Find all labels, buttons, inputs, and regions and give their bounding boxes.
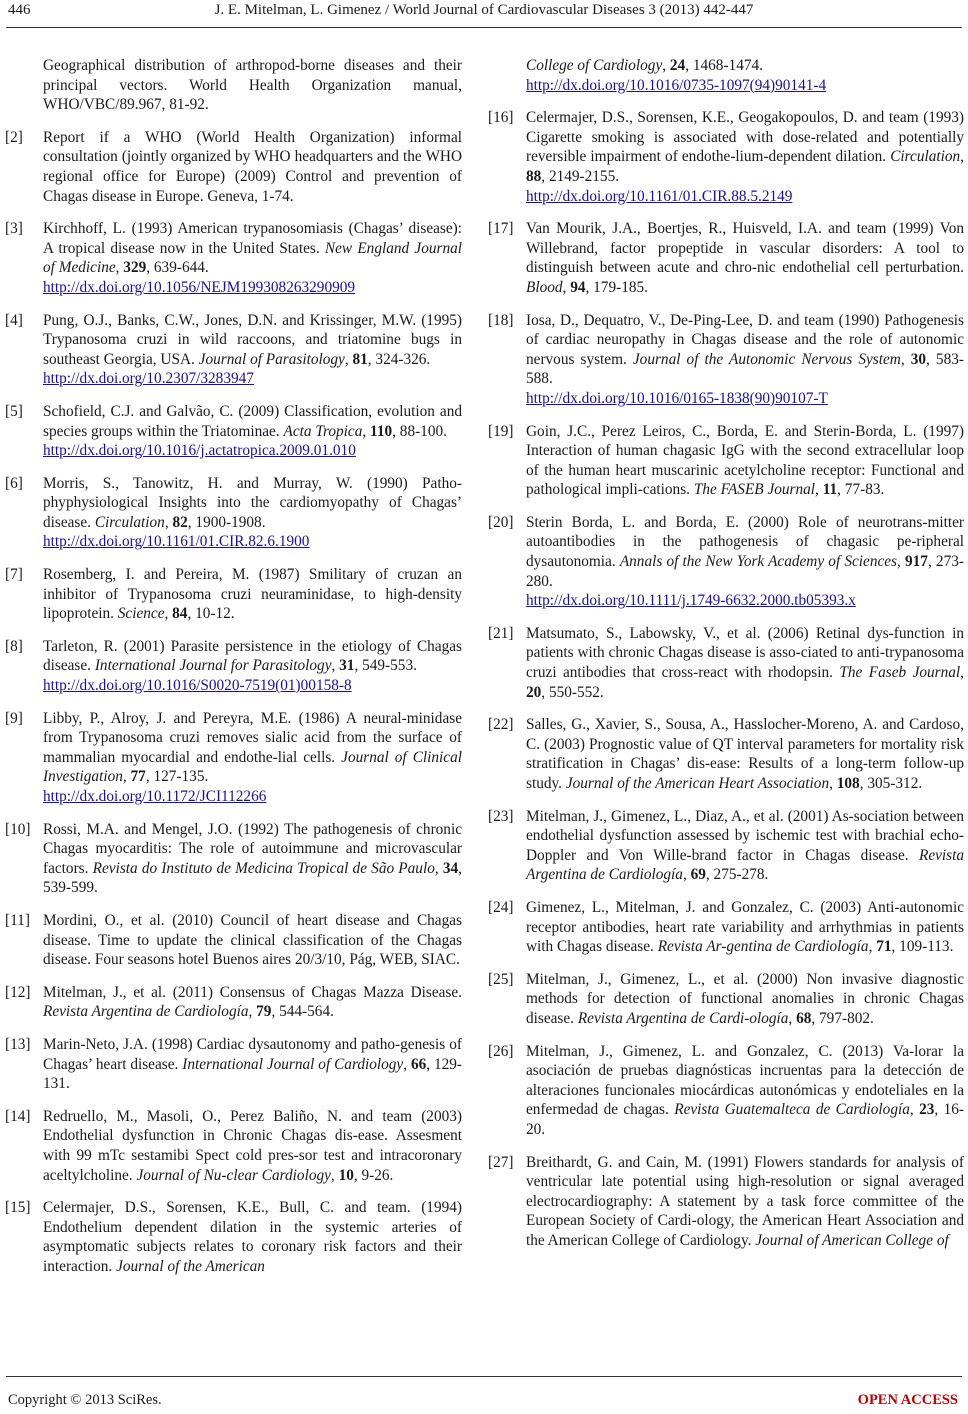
reference-pages: , 550-552. [541,683,604,701]
reference-pages: , 549-553. [354,657,417,675]
reference-journal: Journal of the American [116,1257,265,1275]
reference-journal: Journal of Nu-clear Cardiology [136,1166,331,1184]
reference-journal: Journal of Parasitology [198,350,345,368]
reference-separator: , [960,148,964,166]
reference-number: [6] [5,474,23,492]
reference-pages: , 539-599. [43,859,462,897]
reference-number: [12] [5,983,31,1001]
reference-number: [9] [5,709,23,727]
reference-text: Salles, G., Xavier, S., Sousa, A., Hasslocher-Moreno, A. and Cardoso, C. (2003) Prognostic value of QT interval parameters for mortality risk stratification in Chagas’ dis-ease: Results of a long-term follow-up study. [526,716,964,792]
reference-text: Mordini, O., et al. (2010) Council of heart disease and Chagas disease. Time to update the clinical classification of the Chagas disease. Four seasons hotel Buenos aires 20/3/10, Pág, WEB, SIAC. [43,911,462,969]
reference-journal: Blood [526,278,563,296]
reference-item [5,474,462,552]
reference-doi-link[interactable]: http://dx.doi.org/10.1161/01.CIR.82.6.1900 [43,533,310,551]
reference-pages: , 129-131. [43,1055,462,1093]
reference-text: Breithardt, G. and Cain, M. (1991) Flowers standards for analysis of ventricular late potential using high-resolution or signal averaged electrocardiography: A statement by a task force committee of the European Society of Cardi-ology, the American Heart Association and the American College of Cardiology. [526,1153,964,1249]
reference-volume: 88 [526,167,542,185]
reference-doi-link[interactable]: http://dx.doi.org/10.1016/0165-1838(90)90107-T [526,389,828,407]
reference-item [488,108,964,206]
reference-item [5,637,462,696]
reference-doi-link[interactable]: http://dx.doi.org/10.1161/01.CIR.88.5.2149 [526,187,793,205]
page-header [0,0,968,30]
reference-number: [18] [488,311,514,329]
reference-volume: 10 [338,1166,354,1184]
reference-item [488,513,964,611]
reference-doi-link[interactable]: http://dx.doi.org/10.1056/NEJM199308263290909 [43,278,356,296]
reference-pages: , 544-564. [271,1003,334,1021]
reference-number: [14] [5,1107,31,1125]
reference-journal: Journal of American College of [755,1231,949,1249]
reference-doi-link[interactable]: http://dx.doi.org/10.1016/S0020-7519(01)00158-8 [43,677,352,695]
reference-text: Morris, S., Tanowitz, H. and Murray, W. (1990) Patho-phyphysiological Insights into the cardiomyopathy of Chagas’ disease. [43,474,462,531]
reference-pages: , 275-278. [705,866,769,884]
reference-volume: 24 [669,57,686,74]
reference-separator: , [897,553,905,571]
reference-pages: , 109-113. [891,938,954,956]
page-number: 446 [8,2,31,18]
reference-separator: , [362,422,371,440]
reference-separator: , [788,1009,797,1027]
reference-separator: , [900,350,911,368]
right-column [488,56,964,1263]
reference-volume: 11 [822,481,838,499]
reference-pages: , 16-20. [526,1101,964,1138]
reference-pages: , 1900-1908. [187,513,266,531]
reference-text: Sterin Borda, L. and Borda, E. (2000) Role of neurotrans-mitter autoantibodies in the pathogenesis of chagasic pe-ripheral dysautonomia. [526,513,964,571]
reference-text: Matsumato, S., Labowsky, V., et al. (2006) Retinal dys-function in patients with chronic Chagas disease is asso-ciated to anti-trypanosoma cruzi antibodies that cross-react with rhodopsin. [526,624,964,682]
reference-item [488,422,964,500]
reference-volume: 79 [256,1003,272,1021]
reference-number: [7] [5,566,23,584]
reference-item [5,219,462,297]
reference-list-left [5,128,462,1277]
reference-journal: The Faseb Journal [839,664,961,682]
reference-separator: , [829,775,837,792]
reference-continued [507,56,964,95]
reference-number: [27] [488,1153,514,1171]
reference-journal: International Journal of Cardiology [182,1055,404,1073]
reference-separator: , [815,481,823,499]
reference-pages: , 9-26. [353,1166,394,1184]
reference-doi-link[interactable]: http://dx.doi.org/10.1111/j.1749-6632.2000.tb05393.x [526,592,856,610]
reference-item [5,565,462,624]
reference-number: [22] [488,716,514,734]
reference-doi-link[interactable]: http://dx.doi.org/10.1172/JCI112266 [43,788,267,805]
left-column [5,56,462,1289]
reference-item [5,911,462,970]
reference-journal: The FASEB Journal [693,481,816,499]
reference-separator: , [960,664,964,682]
reference-journal: Journal of Clinical Investigation [43,748,462,786]
reference-separator: , [344,350,353,368]
reference-text: Iosa, D., Dequatro, V., De-Ping-Lee, D. and team (1990) Pathogenesis of cardiac neuropathy in Chagas disease and the role of autonomic nervous system. [526,311,964,368]
reference-pages: , 324-326. [367,350,431,368]
reference-journal: Revista Ar-gentina de Cardiología [657,938,869,956]
reference-separator: , [909,1101,920,1119]
reference-separator: , [122,768,131,786]
reference-item [5,983,462,1022]
reference-item [488,1042,964,1140]
reference-text: Van Mourik, J.A., Boertjes, R., Huisveld, I.A. and team (1999) Von Willebrand, factor propeptide in vascular disorders: A tool to distinguish between acute and chro-nic endothelial cell perturbation. [526,220,964,277]
reference-number: [23] [488,807,514,825]
reference-volume: 66 [410,1055,427,1073]
reference-text: Rosemberg, I. and Pereira, M. (1987) Smilitary of cruzan an inhibitor of Trypanosoma cruzi neuraminidase, to high-density lipoprotein. [43,566,462,623]
reference-volume: 23 [919,1101,935,1119]
reference-pages: , 179-185. [585,278,648,296]
reference-item [5,128,462,206]
reference-text: Marin-Neto, J.A. (1998) Cardiac dysautonomy and patho-genesis of Chagas’ heart disease. [43,1035,462,1073]
page-footer [0,1376,968,1406]
reference-item [488,970,964,1029]
reference-volume: 110 [370,422,393,440]
reference-item [488,898,964,957]
reference-journal: Journal of the American Heart Association [565,775,830,792]
reference-pages: , 1468-1474. [685,57,763,74]
reference-volume: 77 [130,768,146,786]
reference-separator: , [248,1003,257,1021]
reference-separator: , [331,657,340,675]
reference-text: Report if a WHO (World Health Organization) informal consultation (jointly organized by WHO headquarters and the WHO regional office for Europe) (2009) Control and prevention of Chagas disease in Europe. Geneva, 1-74. [43,128,462,205]
reference-number: [3] [5,220,23,238]
reference-journal: Circulation [890,148,961,166]
reference-doi-link[interactable]: http://dx.doi.org/10.1016/0735-1097(94)90141-4 [526,76,827,94]
reference-number: [2] [5,128,23,146]
reference-separator: , [682,866,691,884]
reference-text: Pung, O.J., Banks, C.W., Jones, D.N. and Krissinger, M.W. (1995) Trypanosoma cruzi in wild raccoons, and triatomine bugs in southeast Georgia, USA. [43,311,462,368]
reference-journal: Annals of the New York Academy of Sciences [619,553,898,571]
reference-text: Celermajer, D.S., Sorensen, K.E., Bull, C. and team. (1994) Endothelium dependent dilation in the systemic arteries of asymptomatic subjects relates to coronary risk factors and their interaction. [43,1199,462,1275]
reference-text: Mitelman, J., Gimenez, L., Diaz, A., et al. (2001) As-sociation between endothelial dysfunction assessed by ischemic test with brachial echo-Doppler and Von Wille-brand factor in Chagas disease. [526,807,964,864]
reference-pages: , 273-280. [526,553,964,590]
open-access-label: OPEN ACCESS [857,1392,958,1408]
reference-item [5,402,462,461]
reference-item [5,1035,462,1094]
reference-list-right [488,108,964,1250]
reference-pages: , 797-802. [811,1009,874,1027]
reference-text: Celermajer, D.S., Sorensen, K.E., Geogakopoulos, D. and team (1993) Cigarette smoking is associated with dose-related and potentially reversible impairment of endothe-lium-dependent dilation. [526,109,964,166]
reference-text: Goin, J.C., Perez Leiros, C., Borda, E. and Sterin-Borda, L. (1997) Interaction of human chagasic IgG with the second extracellular loop of the human heart muscarinic acetylcholine receptor: Functional and pathological impli-cations. [526,422,964,499]
reference-item [5,820,462,898]
reference-pages: , 127-135. [145,768,209,786]
reference-number: [25] [488,970,514,988]
reference-number: [16] [488,109,514,127]
reference-item [488,311,964,409]
reference-number: [21] [488,624,514,642]
reference-journal: Revista Guatemalteca de Cardiología [674,1101,910,1119]
reference-item [5,311,462,389]
reference-separator: , [562,278,571,296]
reference-item [488,715,964,793]
reference-number: [19] [488,422,514,440]
reference-item [5,1107,462,1185]
reference-number: [5] [5,402,23,420]
reference-number: [13] [5,1035,31,1053]
reference-number: [24] [488,898,514,916]
reference-journal: College of Cardiology [526,57,663,74]
reference-pages: , 88-100. [392,422,447,440]
reference-number: [4] [5,311,23,329]
reference-text: Schofield, C.J. and Galvão, C. (2009) Classification, evolution and species groups within the Triatominae. [43,402,462,440]
reference-item [488,1153,964,1251]
reference-volume: 82 [172,513,188,531]
reference-separator: , [868,938,877,956]
reference-separator: , [164,513,173,531]
footer-rule [6,1376,962,1377]
reference-item [488,807,964,885]
reference-number: [10] [5,820,31,838]
reference-separator: , [434,859,443,877]
reference-volume: 34 [442,859,459,877]
reference-text: Mitelman, J., Gimenez, L., et al. (2000) Non invasive diagnostic methods for detection of functional anomalies in chronic Chagas disease. [526,970,964,1027]
reference-journal: Acta Tropica [283,422,363,440]
reference-pages: , 305-312. [859,775,923,792]
reference-separator: , [164,605,173,623]
reference-pages: , 583-588. [526,350,964,388]
reference-separator: , [330,1166,339,1184]
running-head: J. E. Mitelman, L. Gimenez / World Journal of Cardiovascular Diseases 3 (2013) 442-447 [214,2,754,18]
reference-separator: , [115,259,124,277]
reference-volume: 917 [905,553,928,571]
reference-volume: 108 [836,775,860,792]
reference-volume: 71 [876,938,892,956]
reference-item [5,709,462,807]
reference-volume: 329 [123,259,147,277]
reference-volume: 81 [352,350,368,368]
reference-volume: 20 [526,683,542,701]
reference-text: Tarleton, R. (2001) Parasite persistence in the etiology of Chagas disease. [43,637,462,675]
reference-volume: 84 [172,605,188,623]
reference-pages: , 10-12. [187,605,235,623]
reference-volume: 68 [796,1009,812,1027]
reference-text: Rossi, M.A. and Mengel, J.O. (1992) The pathogenesis of chronic Chagas myocarditis: The role of autoimmune and microvascular factors. [43,820,462,877]
reference-journal: Revista do Instituto de Medicina Tropical de São Paulo [92,859,435,877]
reference-journal: Science [117,605,165,623]
reference-separator: , [662,57,670,74]
reference-journal: Revista Argentina de Cardi-ología [577,1009,789,1027]
header-rule [6,27,962,28]
reference-doi-link[interactable]: http://dx.doi.org/10.1016/j.actatropica.2009.01.010 [43,442,356,460]
reference-volume: 94 [570,278,586,296]
reference-number: [8] [5,637,23,655]
reference-journal: Journal of the Autonomic Nervous System [632,350,901,368]
reference-number: [11] [5,911,30,929]
reference-number: [26] [488,1042,514,1060]
reference-pages: , 2149-2155. [541,167,620,185]
reference-pages: , 639-644. [146,259,209,277]
reference-text: Gimenez, L., Mitelman, J. and Gonzalez, C. (2003) Anti-autonomic receptor antibodies, heart rate variability and arrhythmias in patients with Chagas disease. [526,898,964,956]
reference-text: Mitelman, J., Gimenez, L. and Gonzalez, C. (2013) Va-lorar la asociación de pruebas diagnósticas incruentas para la detección de alteraciones funcionales miocárdicas autonómicas y endoteliales en la enfermedad de chagas. [526,1042,964,1119]
reference-volume: 30 [910,350,927,368]
reference-item [5,1198,462,1276]
reference-journal: Revista Argentina de Cardiología [526,846,964,884]
reference-number: [15] [5,1199,31,1217]
reference-number: [20] [488,513,514,531]
reference-volume: 69 [690,866,706,884]
reference-text: Redruello, M., Masoli, O., Perez Baliño, N. and team (2003) Endothelial dysfunction in Chronic Chagas dis-ease. Assesment with 99 mTc sestamibi Spect cold pres-sor test and intracoronary aceltylcholine. [43,1107,462,1184]
reference-item [488,219,964,297]
reference-text: Geographical distribution of arthropod-borne diseases and their principal vectors. World Health Organization manual, WHO/VBC/89.967, 81-92. [43,57,462,114]
reference-volume: 31 [339,657,355,675]
reference-doi-link[interactable]: http://dx.doi.org/10.2307/3283947 [43,370,254,388]
reference-number: [17] [488,220,514,238]
reference-separator: , [403,1055,411,1073]
reference-item [488,624,964,702]
reference-pages: , 77-83. [837,481,885,499]
reference-text: Kirchhoff, L. (1993) American trypanosomiasis (Chagas’ disease): A tropical disease now in the United States. [43,220,462,257]
reference-journal: Circulation [94,513,165,531]
reference-journal: New England Journal of Medicine [43,239,462,277]
reference-continued [24,56,462,115]
reference-text: Libby, P., Alroy, J. and Pereyra, M.E. (1986) A neural-minidase from Trypanosoma cruzi removes sialic acid from the surface of mammalian myocardial and endothe-lial cells. [43,709,462,766]
reference-journal: Revista Argentina de Cardiología [43,1003,249,1021]
reference-text: Mitelman, J., et al. (2011) Consensus of Chagas Mazza Disease. [43,983,462,1001]
copyright: Copyright © 2013 SciRes. [8,1392,162,1408]
reference-journal: International Journal for Parasitology [94,657,332,675]
